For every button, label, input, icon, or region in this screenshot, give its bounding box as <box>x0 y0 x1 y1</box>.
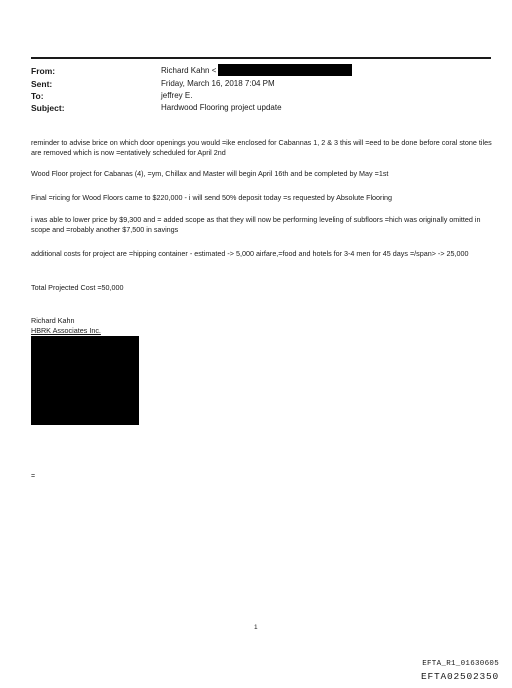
redaction-signature-block <box>31 336 139 425</box>
stray-equals: = <box>31 473 36 480</box>
signature-name: Richard Kahn <box>31 316 75 325</box>
bates-stamp-secondary: EFTA02502350 <box>420 671 499 682</box>
body-paragraph-2: Wood Floor project for Cabanas (4), =ym, Chillax and Master will begin April 16th and be completed by May =1st <box>31 169 389 178</box>
sent-label: Sent: <box>31 79 53 89</box>
header-divider <box>31 57 491 59</box>
subject-label: Subject: <box>31 103 65 113</box>
from-value: Richard Kahn < <box>161 66 217 75</box>
from-label: From: <box>31 66 56 76</box>
sent-value: Friday, March 16, 2018 7:04 PM <box>161 79 275 88</box>
signature-company: HBRK Associates Inc. <box>31 326 101 335</box>
to-value: jeffrey E. <box>161 91 193 100</box>
body-paragraph-6: Total Projected Cost =50,000 <box>31 283 124 292</box>
redaction-email <box>218 64 352 76</box>
subject-value: Hardwood Flooring project update <box>161 103 282 112</box>
bates-stamp-primary: EFTA_R1_01630605 <box>422 660 499 668</box>
body-paragraph-3: Final =ricing for Wood Floors came to $220,000 - i will send 50% deposit today =s requested by Absolute Flooring <box>31 193 393 202</box>
page-number: 1 <box>254 624 258 631</box>
body-paragraph-1: reminder to advise brice on which door openings you would =ike enclosed for Cabannas 1, 2 & 3 this will =eed to be done before coral stone tiles are removed which is now =entatively scheduled for April 2nd <box>31 138 492 158</box>
to-label: To: <box>31 91 44 101</box>
body-paragraph-4: i was able to lower price by $9,300 and = added scope as that they will now be performing leveling of subfloors =hich was originally omitted in scope and =robably another $7,500 in savings <box>31 215 481 235</box>
body-paragraph-5: additional costs for project are =hipping container - estimated -> 5,000 airfare,=food and hotels for 3-4 men for 45 days =/span> -> 25,000 <box>31 249 469 258</box>
